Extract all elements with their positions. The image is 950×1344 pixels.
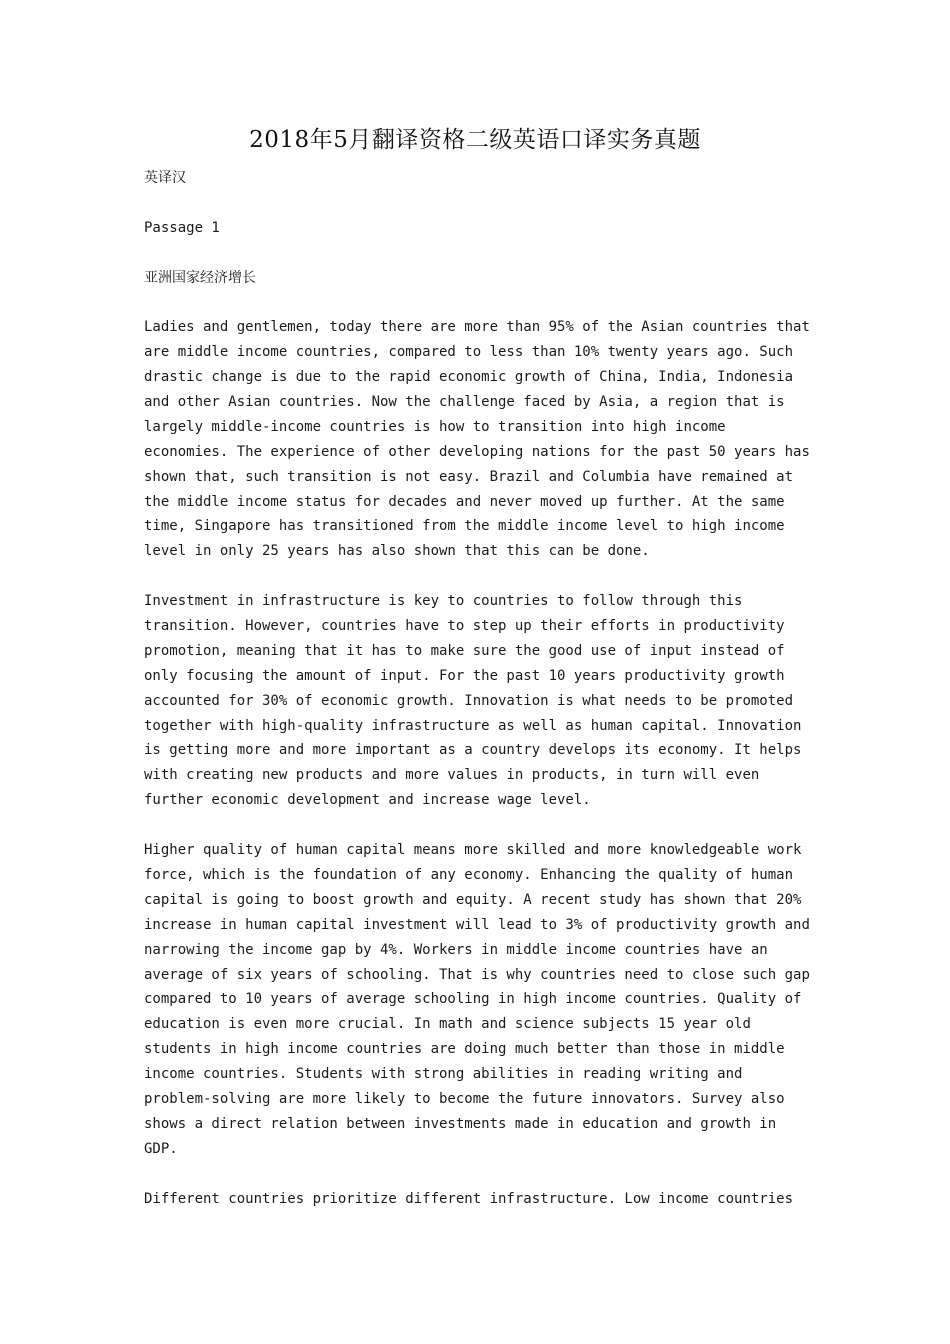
text-line: accounted for 30% of economic growth. Innovation is what needs to be promoted	[144, 692, 794, 709]
text-line: force, which is the foundation of any economy. Enhancing the quality of human	[144, 866, 794, 883]
spacer	[144, 290, 824, 315]
spacer	[144, 1162, 824, 1187]
passage-label: Passage 1	[144, 219, 220, 236]
text-line: Higher quality of human capital means more skilled and more knowledgeable work	[144, 842, 802, 859]
spacer	[144, 813, 824, 838]
paragraph-4	[144, 1187, 824, 1212]
section-label: 英译汉	[144, 170, 186, 186]
text-line: the middle income status for decades and never moved up further. At the same	[144, 493, 785, 510]
text-line: promotion, meaning that it has to make sure the good use of input instead of	[144, 642, 785, 659]
text-line: GDP.	[144, 1140, 178, 1157]
passage-title: 亚洲国家经济增长	[144, 269, 256, 286]
text-line: Investment in infrastructure is key to countries to follow through this	[144, 593, 743, 610]
text-line: largely middle-income countries is how to transition into high income	[144, 418, 726, 435]
text-line: increase in human capital investment will lead to 3% of productivity growth and	[144, 916, 810, 933]
text-line: shows a direct relation between investments made in education and growth in	[144, 1115, 777, 1132]
text-line: average of six years of schooling. That is why countries need to close such gap	[144, 966, 810, 983]
document-title: 2018年5月翻译资格二级英语口译实务真题	[249, 127, 701, 153]
text-line: only focusing the amount of input. For the past 10 years productivity growth	[144, 667, 785, 684]
text-line: together with high-quality infrastructure as well as human capital. Innovation	[144, 717, 802, 734]
spacer	[144, 564, 824, 589]
text-line: level in only 25 years has also shown that this can be done.	[144, 543, 650, 560]
text-line: Different countries prioritize different infrastructure. Low income countries	[144, 1190, 794, 1207]
text-line: is getting more and more important as a country develops its economy. It helps	[144, 742, 802, 759]
text-line: time, Singapore has transitioned from the middle income level to high income	[144, 518, 785, 535]
spacer	[144, 241, 824, 266]
text-line: are middle income countries, compared to less than 10% twenty years ago. Such	[144, 344, 794, 361]
text-line: transition. However, countries have to step up their efforts in productivity	[144, 618, 785, 635]
text-line: drastic change is due to the rapid economic growth of China, India, Indonesia	[144, 369, 794, 386]
text-line: narrowing the income gap by 4%. Workers in middle income countries have an	[144, 941, 768, 958]
text-line: shown that, such transition is not easy. Brazil and Columbia have remained at	[144, 468, 794, 485]
text-line: Ladies and gentlemen, today there are more than 95% of the Asian countries that	[144, 319, 810, 336]
paragraph-3	[144, 838, 824, 1162]
text-line: education is even more crucial. In math and science subjects 15 year old	[144, 1016, 751, 1033]
document-body	[144, 166, 824, 1211]
text-line: compared to 10 years of average schooling in high income countries. Quality of	[144, 991, 802, 1008]
text-line: students in high income countries are doing much better than those in middle	[144, 1041, 785, 1058]
text-line: economies. The experience of other developing nations for the past 50 years has	[144, 443, 810, 460]
text-line: income countries. Students with strong abilities in reading writing and	[144, 1066, 743, 1083]
spacer	[144, 191, 824, 216]
paragraph-1	[144, 315, 824, 564]
text-line: problem-solving are more likely to become the future innovators. Survey also	[144, 1090, 785, 1107]
text-line: further economic development and increase wage level.	[144, 792, 591, 809]
text-line: capital is going to boost growth and equity. A recent study has shown that 20%	[144, 891, 802, 908]
paragraph-2	[144, 589, 824, 813]
text-line: with creating new products and more values in products, in turn will even	[144, 767, 760, 784]
text-line: and other Asian countries. Now the challenge faced by Asia, a region that is	[144, 394, 785, 411]
